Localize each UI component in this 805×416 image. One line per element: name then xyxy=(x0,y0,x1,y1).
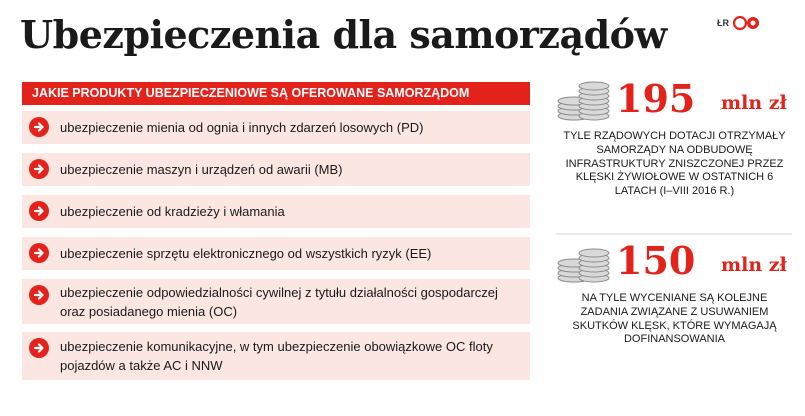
list-item xyxy=(22,153,530,186)
coins-stack-icon xyxy=(556,242,610,284)
list-item xyxy=(22,195,530,228)
stat-block xyxy=(556,76,792,230)
arrow-circle-icon xyxy=(28,242,50,264)
stat-block xyxy=(556,238,792,392)
arrow-circle-icon xyxy=(28,284,50,306)
list-item-text: ubezpieczenie komunikacyjne, w tym ubezpieczenie obowiązkowe OC floty pojazdów a także AC i NNW xyxy=(60,339,493,373)
list-header: JAKIE PRODUKTY UBEZPIECZENIOWE SĄ OFEROWANE SAMORZĄDOM xyxy=(22,82,530,105)
divider xyxy=(556,233,792,235)
list-item xyxy=(22,111,530,144)
list-item xyxy=(22,332,530,380)
list-item-text: ubezpieczenie maszyn i urządzeń od awarii (MB) xyxy=(60,162,343,177)
arrow-circle-icon xyxy=(28,116,50,138)
list-item xyxy=(22,237,530,270)
stat-value: 195 xyxy=(616,76,696,121)
stat-value: 150 xyxy=(616,238,696,283)
list-item xyxy=(22,279,530,324)
stat-unit: mln zł xyxy=(721,254,787,276)
brand xyxy=(717,16,761,30)
brand-text: ŁR xyxy=(717,18,729,28)
list-item-text: ubezpieczenie mienia od ognia i innych zdarzeń losowych (PD) xyxy=(60,120,424,135)
list-item-text: ubezpieczenie odpowiedzialności cywilnej z tytułu działalności gospodarczej oraz posiadanego mienia (OC) xyxy=(60,285,498,319)
page-title: Ubezpieczenia dla samorządów xyxy=(20,12,667,57)
brand-logo-icon xyxy=(733,16,761,30)
stat-description: NA TYLE WYCENIANE SĄ KOLEJNE ZADANIA ZWIĄZANE Z USUWANIEM SKUTKÓW KLĘSK, KTÓRE WYMAGAJĄ DOFINANSOWANIA xyxy=(572,292,777,346)
stat-description: TYLE RZĄDOWYCH DOTACJI OTRZYMAŁY SAMORZĄDY NA ODBUDOWĘ INFRASTRUKTURY ZNISZCZONEJ PRZEZ KLĘSKI ŻYWIOŁOWE W OSTATNICH 6 LATACH (I–VIII 2016 R.) xyxy=(563,130,786,198)
arrow-circle-icon xyxy=(28,200,50,222)
list-item-text: ubezpieczenie sprzętu elektronicznego od wszystkich ryzyk (EE) xyxy=(60,246,432,261)
arrow-circle-icon xyxy=(28,158,50,180)
coins-stack-icon xyxy=(556,80,610,122)
list-item-text: ubezpieczenie od kradzieży i włamania xyxy=(60,204,285,219)
arrow-circle-icon xyxy=(28,337,50,359)
stat-unit: mln zł xyxy=(721,92,787,114)
